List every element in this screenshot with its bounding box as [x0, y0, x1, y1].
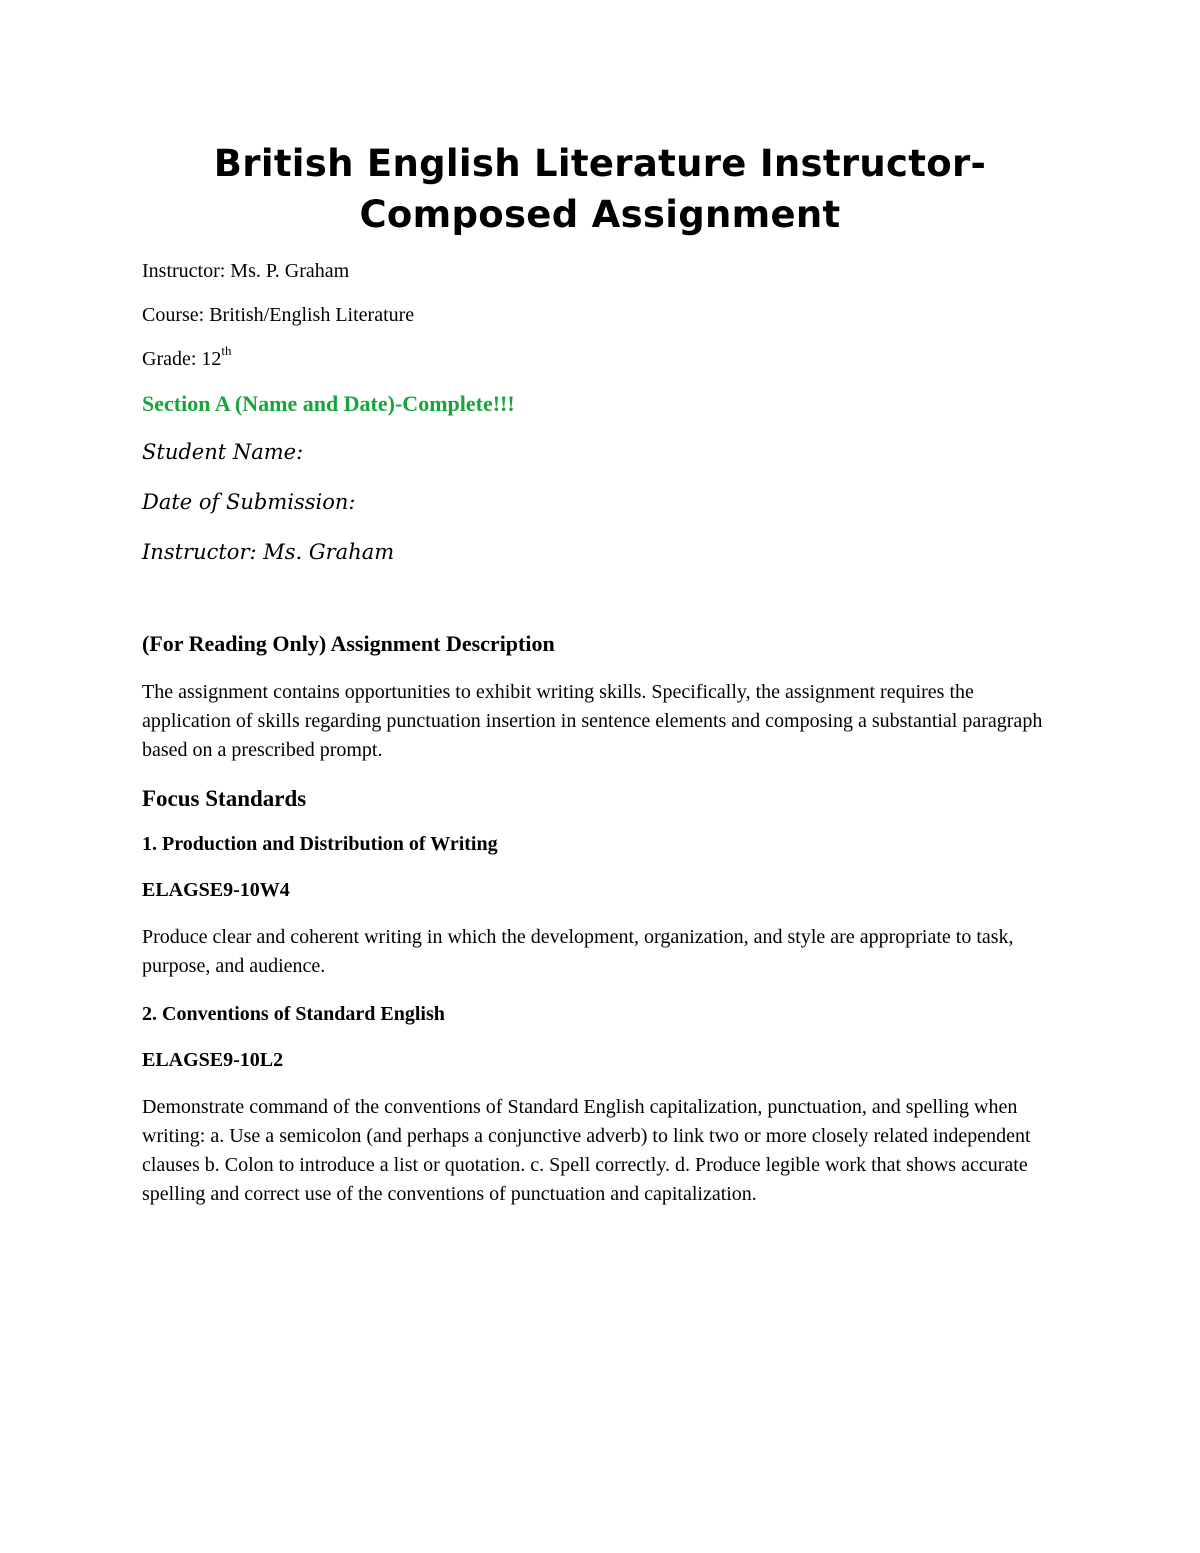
instructor-label: Instructor: Ms. Graham	[142, 540, 395, 564]
spacer	[142, 588, 1058, 630]
student-name-label: Student Name:	[142, 440, 304, 464]
focus-standards-heading: Focus Standards	[142, 786, 307, 811]
instructor-line: Instructor: Ms. P. Graham	[142, 260, 350, 282]
standard-1-text: Produce clear and coherent writing in which the development, organization, and style are appropriate to task, purpose, and audience.	[142, 926, 1014, 977]
date-of-submission-label: Date of Submission:	[142, 490, 356, 514]
grade-superscript: th	[221, 343, 232, 359]
grade-text: Grade: 12	[142, 348, 222, 370]
description-heading: (For Reading Only) Assignment Description	[142, 631, 555, 656]
section-a-heading: Section A (Name and Date)-Complete!!!	[142, 391, 515, 416]
grade-line	[142, 343, 1058, 372]
standard-1-heading: 1. Production and Distribution of Writing	[142, 833, 498, 855]
document-page	[142, 138, 1058, 1229]
standard-1-code: ELAGSE9-10W4	[142, 879, 290, 901]
document-title	[142, 138, 1058, 240]
description-paragraph: The assignment contains opportunities to exhibit writing skills. Specifically, the assignment requires the application of skills regarding punctuation insertion in sentence elements and composing a substantial paragraph based on a prescribed prompt.	[142, 681, 1043, 761]
course-line: Course: British/English Literature	[142, 304, 415, 326]
title-line-2: Composed Assignment	[359, 193, 841, 236]
title-line-1: British English Literature Instructor-	[213, 142, 987, 185]
standard-2-code: ELAGSE9-10L2	[142, 1049, 284, 1071]
standard-2-heading: 2. Conventions of Standard English	[142, 1003, 445, 1025]
standard-2-text: Demonstrate command of the conventions of Standard English capitalization, punctuation, and spelling when writing: a. Use a semicolon (and perhaps a conjunctive adverb) to link two or more closely related independent clauses b. Colon to introduce a list or quotation. c. Spell correctly. d. Produce legible work that shows accurate spelling and correct use of the conventions of punctuation and capitalization.	[142, 1096, 1031, 1205]
